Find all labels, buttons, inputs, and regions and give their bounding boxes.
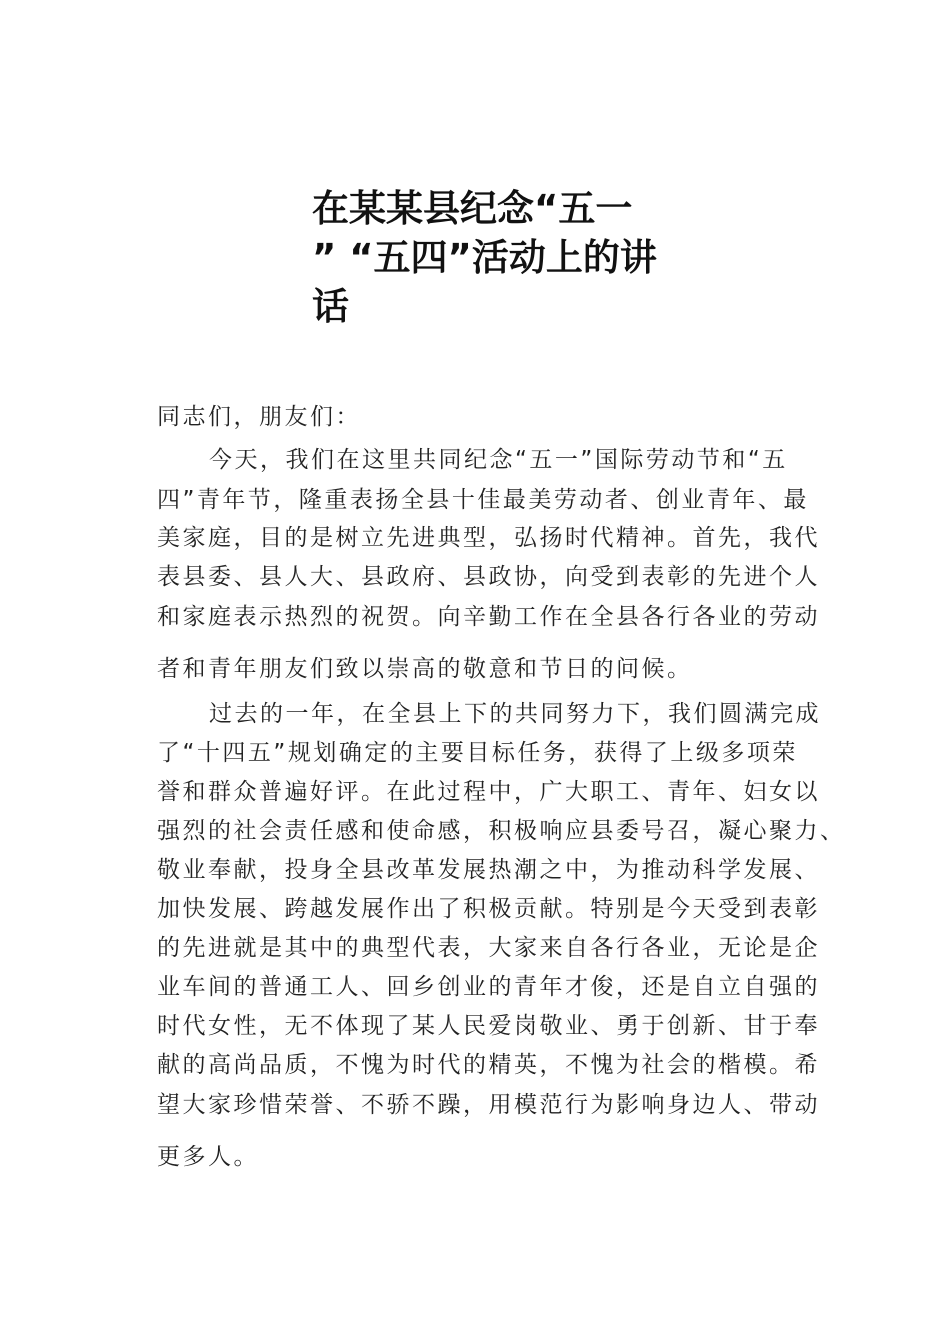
document-title [312,184,692,331]
paragraph-line: 业车间的普通工人、回乡创业的青年才俊，还是自立自强的 [157,974,820,1000]
paragraph-line: 誉和群众普遍好评。在此过程中，广大职工、青年、妇女以 [157,779,820,805]
title-line-2: ” “五四”活动上的讲 [312,236,657,279]
paragraph-line: 的先进就是其中的典型代表，大家来自各行各业，无论是企 [157,935,820,961]
title-line-3: 话 [312,285,349,328]
paragraph-line: 者和青年朋友们致以崇高的敬意和节日的问候。 [157,656,693,682]
paragraph-line: 美家庭，目的是树立先进典型，弘扬时代精神。首先，我代 [157,525,820,551]
paragraph-line: 强烈的社会责任感和使命感，积极响应县委号召，凝心聚力、 [157,818,846,844]
paragraph-line: 时代女性，无不体现了某人民爱岗敬业、勇于创新、甘于奉 [157,1013,820,1039]
paragraph-line: 更多人。 [157,1144,259,1170]
paragraph-line: 和家庭表示热烈的祝贺。向辛勤工作在全县各行各业的劳动 [157,604,820,630]
paragraph-line: 加快发展、跨越发展作出了积极贡献。特别是今天受到表彰 [157,896,820,922]
paragraph-line: 过去的一年，在全县上下的共同努力下，我们圆满完成 [209,701,821,727]
paragraph-line: 献的高尚品质，不愧为时代的精英，不愧为社会的楷模。希 [157,1052,820,1078]
paragraph-line: 望大家珍惜荣誉、不骄不躁，用模范行为影响身边人、带动 [157,1092,820,1118]
paragraph-line: 表县委、县人大、县政府、县政协，向受到表彰的先进个人 [157,564,820,590]
title-line-1: 在某某县纪念“五一 [312,187,633,230]
paragraph-line: 今天，我们在这里共同纪念“五一”国际劳动节和“五 [209,447,788,473]
salutation: 同志们，朋友们： [157,404,361,430]
paragraph-line: 四”青年节，隆重表扬全县十佳最美劳动者、创业青年、最 [157,487,809,513]
paragraph-line: 敬业奉献，投身全县改革发展热潮之中，为推动科学发展、 [157,857,820,883]
paragraph-line: 了“十四五”规划确定的主要目标任务，获得了上级多项荣 [157,740,798,766]
